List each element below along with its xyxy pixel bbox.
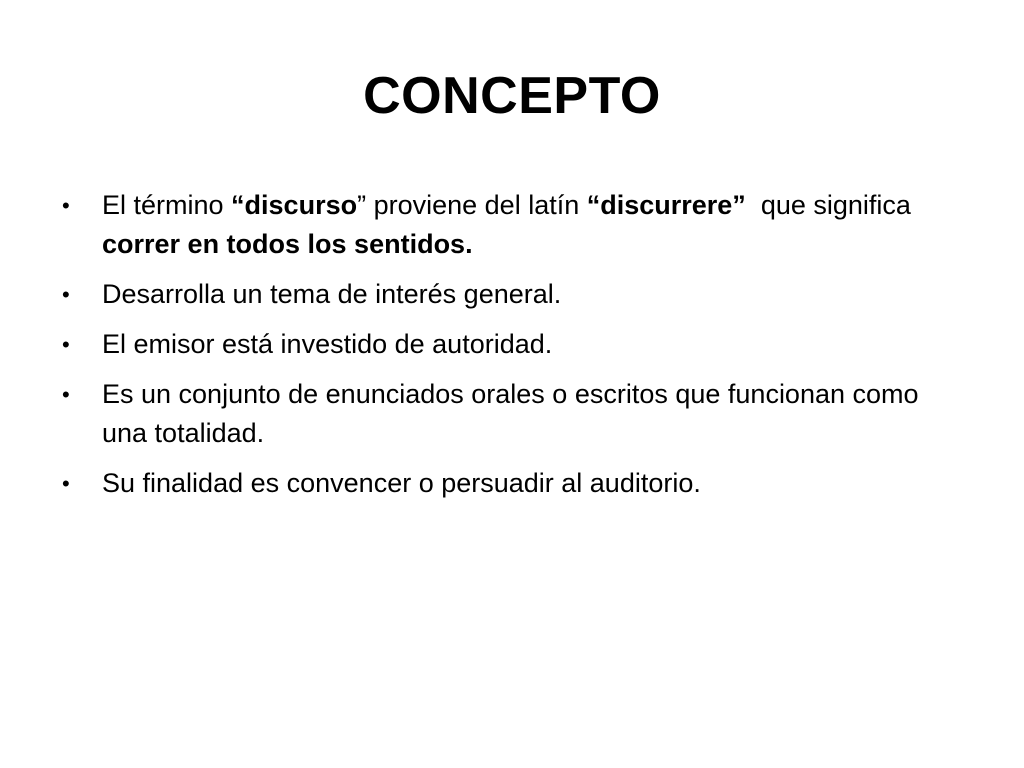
bullet-text: El término (102, 190, 232, 220)
bullet-text: Desarrolla un tema de interés general. (102, 279, 562, 309)
bullet-dot-icon: • (62, 282, 70, 307)
bullet-text: El emisor está investido de autoridad. (102, 329, 553, 359)
bullet-emphasis: correr en todos los sentidos. (102, 229, 473, 259)
slide-title: CONCEPTO (363, 67, 661, 125)
bullet-item (58, 186, 958, 264)
bullet-item (58, 375, 958, 453)
bullet-dot-icon: • (62, 193, 70, 218)
bullet-text: ” proviene del latín (357, 190, 587, 220)
bullet-emphasis: “discurso (231, 190, 358, 220)
bullet-dot-icon: • (62, 382, 70, 407)
bullet-text: Es un conjunto de enunciados orales o escritos que funcionan como una totalidad. (102, 379, 919, 448)
bullet-text: que significa (745, 190, 919, 220)
bullet-item (58, 275, 958, 314)
bullet-emphasis: “discurrere” (586, 190, 746, 220)
bullet-dot-icon: • (62, 332, 70, 357)
bullet-dot-icon: • (62, 471, 70, 496)
bullet-item (58, 464, 958, 503)
bullet-list (58, 186, 958, 514)
bullet-item (58, 325, 958, 364)
bullet-text: Su finalidad es convencer o persuadir al auditorio. (102, 468, 701, 498)
